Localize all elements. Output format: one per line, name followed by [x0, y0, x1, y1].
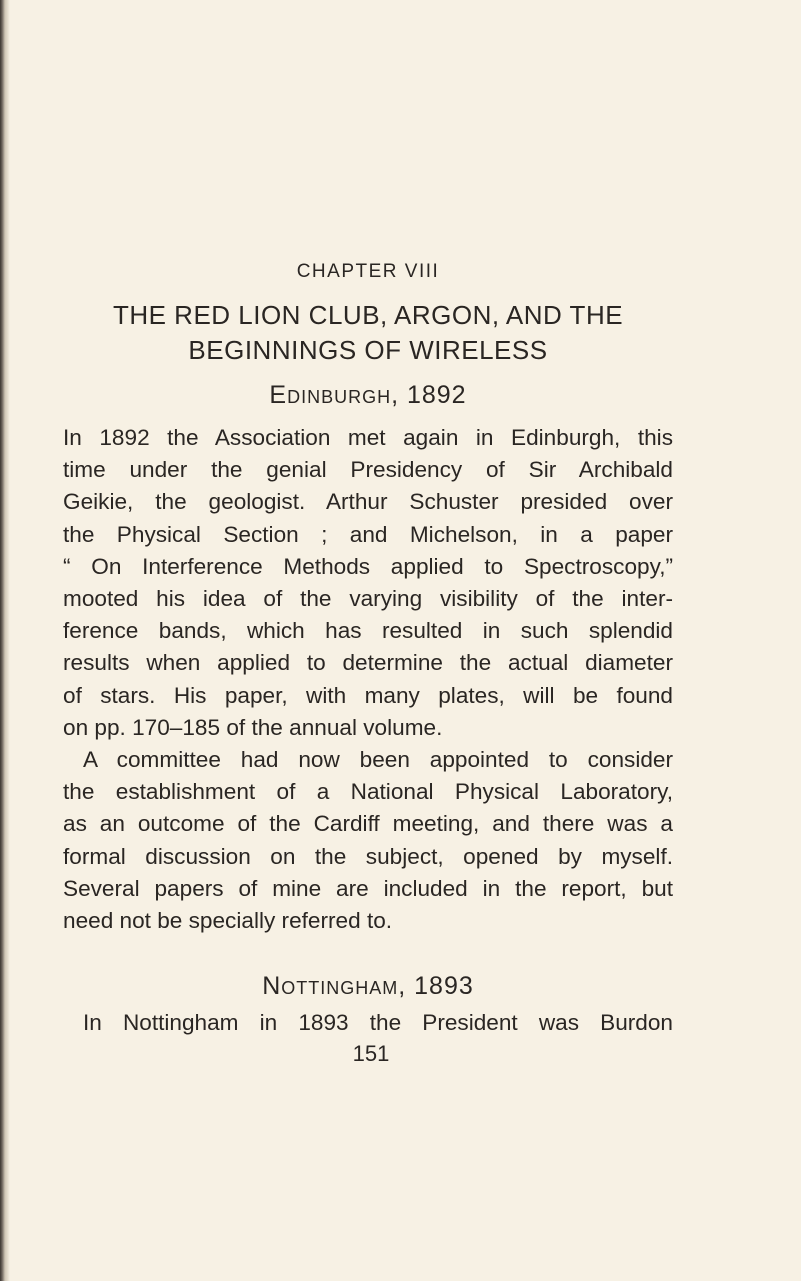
text-line: of stars. His paper, with many plates, will be found: [63, 682, 673, 708]
text-line: ference bands, which has resulted in such splendid: [63, 618, 673, 644]
section-heading-nottingham: Nottingham, 1893: [262, 972, 474, 1001]
paragraph: [63, 422, 673, 744]
chapter-title: [63, 298, 673, 368]
text-line: the Physical Section ; and Michelson, in a paper: [63, 521, 673, 547]
binding-gutter-shadow: [0, 0, 10, 1281]
page-number: 151: [352, 1041, 390, 1067]
text-line: the establishment of a National Physical Laboratory,: [63, 779, 673, 805]
text-line: “ On Interference Methods applied to Spectroscopy,”: [63, 553, 673, 579]
chapter-number: CHAPTER VIII: [296, 261, 440, 282]
text-line: time under the genial Presidency of Sir Archibald: [63, 457, 673, 483]
text-line: In 1892 the Association met again in Edinburgh, this: [63, 425, 673, 450]
text-line: formal discussion on the subject, opened by myself.: [63, 843, 673, 869]
text-line: Several papers of mine are included in the report, but: [63, 875, 673, 901]
text-line: on pp. 170–185 of the annual volume.: [63, 714, 443, 740]
text-line: results when applied to determine the actual diameter: [63, 650, 673, 676]
paragraph: [63, 1007, 673, 1039]
chapter-title-line: BEGINNINGS OF WIRELESS: [188, 335, 548, 365]
chapter-title-line: THE RED LION CLUB, ARGON, AND THE: [112, 300, 624, 330]
text-line: In Nottingham in 1893 the President was Burdon: [83, 1010, 673, 1036]
book-page: [63, 260, 673, 1067]
section-heading-edinburgh: Edinburgh, 1892: [269, 381, 467, 409]
text-line: A committee had now been appointed to consider: [83, 747, 673, 773]
text-line: mooted his idea of the varying visibility of the inter-: [63, 586, 673, 612]
text-line: as an outcome of the Cardiff meeting, and there was a: [63, 811, 673, 837]
paragraph: [63, 744, 673, 937]
text-line: need not be specially referred to.: [63, 908, 393, 934]
text-line: Geikie, the geologist. Arthur Schuster presided over: [63, 489, 673, 515]
